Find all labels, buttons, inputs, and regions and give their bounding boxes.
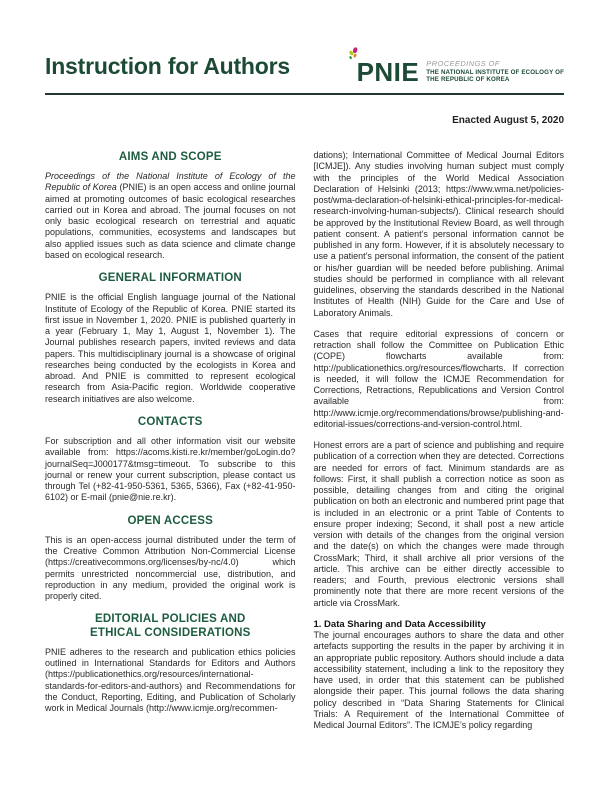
section-paragraph-contacts: For subscription and all other information visit our website available from: https://acoms.kisti.re.kr/member/goLogin.do?journalSeq=J000177&tmsg=timeout. To subscribe to this journal or renew your current subscription, please contact us through Tel (+82-41-950-5361, 5365, 5366), Fax (+82-41-950-6102) or E-mail (pnie@nie.re.kr). [45, 436, 296, 503]
header-divider [45, 93, 564, 95]
section-heading-general-information: GENERAL INFORMATION [98, 272, 242, 285]
section-heading-contacts: CONTACTS [137, 415, 203, 428]
section-paragraph-editorial-policies: PNIE adheres to the research and publication ethics policies outlined in International Standards for Editors and Authors (https://publicationethics.org/resources/international-standards-for-editors-and-authors) and Recommendations for the Conduct, Reporting, Editing, and Publication of Scholarly work in Medical Journals (http://www.icmje.org/recommen- [45, 646, 296, 714]
leaf-cluster-icon [348, 47, 364, 67]
section-heading-open-access: OPEN ACCESS [127, 514, 213, 527]
enacted-date: Enacted August 5, 2020 [452, 115, 564, 126]
logo-tagline: PROCEEDINGS OF [426, 59, 500, 68]
pnie-logo [348, 50, 564, 86]
pnie-logo-acronym: PNIE [356, 57, 420, 87]
section-heading-aims-and-scope: AIMS AND SCOPE [118, 151, 222, 163]
section-paragraph-general-information: PNIE is the official English language journal of the National Institute of Ecology of the Republic of Korea. PNIE started its first issue in November 1, 2020. PNIE is published quarterly in a year (February 1, May 1, August 1, November 1). The Journal publishes research papers, invited reviews and data papers. This multidisciplinary journal is a showcase of original researches being conducted by the ecologists in Korea and abroad. And PNIE is committed to represent ecological research from Asia-Pacific region. Worldwide cooperative research initiatives are also welcome. [45, 292, 296, 404]
section-heading-editorial-policies: EDITORIAL POLICIES AND ETHICAL CONSIDERATIONS [89, 613, 251, 639]
section-paragraph-open-access: This is an open-access journal distributed under the term of the Creative Common Attribution Non-Commercial License (https://creativecommons.org/licenses/by-nc/4.0) which permits unrestricted noncommercial use, distribution, and reproduction in any medium, provided the original work is properly cited. [45, 534, 296, 602]
paragraph-cope-flowcharts: Cases that require editorial expressions of concern or retraction shall follow the Committee on Publication Ethic (COPE) flowcharts available from: http://publicationethics.org/resources/flowcharts. If correction is needed, it will follow the ICMJE Recommendation for Corrections, Retractions, Republications and Version Control available from: http://www.icmje.org/recommendations/browse/publishing-and-editorial-issues/corrections-and-version-control.html. [313, 328, 564, 429]
pnie-logo-mark [348, 50, 420, 86]
paragraph-honest-errors: Honest errors are a part of science and publishing and require publication of a correction when they are detected. Corrections are needed for errors of fact. Minimum standards are as follows: First, it shall publish a correction notice as soon as possible, detailing changes from and citing the original publication on both an electronic and numbered print page that is included in an electronic or a print Table of Contents to ensure proper indexing; Second, it shall post a new article version with details of the changes from the original version and the date(s) on which the changes were made through CrossMark; Third, it shall archive all prior versions of the article. This archive can be either directly accessible to readers; and Fourth, previous electronic versions shall prominently note that there are more recent versions of the article via CrossMark. [313, 440, 564, 608]
two-column-body [45, 150, 564, 741]
paragraph-data-sharing: The journal encourages authors to share the data and other artefacts supporting the results in the paper by archiving it in an appropriate public repository. Authors should include a data accessibility statement, including a link to the repository they have used, in order that this statement can be published alongside their paper. This journal follows the data sharing policy described in “Data Sharing Statements for Clinical Trials: A Requirement of the International Committee of Medical Journal Editors”. The ICMJE’s policy regarding [313, 630, 564, 730]
journal-name-italic: Proceedings of the National Institute of Ecology of the Republic of Korea [45, 171, 296, 193]
page-header [45, 50, 564, 86]
pnie-logo-text [419, 50, 564, 84]
page-title: Instruction for Authors [45, 53, 290, 79]
logo-institute-line1: THE NATIONAL INSTITUTE OF ECOLOGY OF [426, 68, 564, 76]
section-paragraph-aims: Proceedings of the National Institute of Ecology of the Republic of Korea (PNIE) is an open access and online journal aimed at promoting outcomes of basic ecological researches carried out in Korea and abroad. The journal focuses on not only basic ecological research on terrestrial and aquatic populations, communities, ecosystems and landscapes but also applied issues such as data science and climate change based on ecological research. [45, 171, 296, 260]
left-column [45, 150, 296, 741]
paragraph-icmje-continued: dations); International Committee of Medical Journal Editors [ICMJE]). Any studies involving human subject must comply with the principles of the World Medical Association Declaration of Helsinki (2013; https://www.wma.net/policies-post/wma-declaration-of-helsinki-ethical-principles-for-medical-research-involving-human-subjects/). Clinical research should be approved by the Institutional Review Board, as well through patient consent. A patient’s personal information cannot be published in any form. However, if it is absolutely necessary to use a patient’s personal information, the consent of the patient or his/her guardian will be needed before publishing. Animal studies should be performed in compliance with all relevant guidelines, observing the standards described in the National Institutes of Health (NIH) Guide for the Care and Use of Laboratory Animals. [313, 150, 564, 318]
logo-institute-line2: THE REPUBLIC OF KOREA [426, 76, 510, 84]
right-column [314, 150, 565, 741]
subheading-data-sharing: 1. Data Sharing and Data Accessibility [313, 618, 486, 630]
